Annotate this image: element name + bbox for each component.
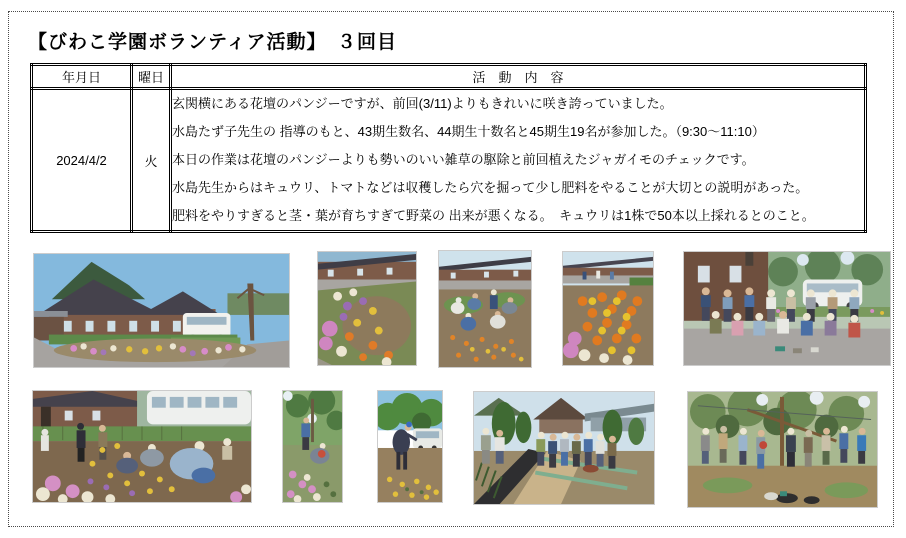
photo-weeding-flowerbed-wide xyxy=(32,390,252,503)
photo-group-photo xyxy=(683,251,891,366)
activity-line-3: 本日の作業は花壇のパンジーよりも勢いのいい雑草の駆除と前回植えたジャガイモのチェックです。 xyxy=(172,152,755,167)
cell-day: 火 xyxy=(132,89,171,232)
col-header-day: 曜日 xyxy=(132,65,171,89)
photo-facility-flowerbed xyxy=(33,253,290,368)
marigold-bed-image xyxy=(563,252,653,365)
flowerbed-portrait-image xyxy=(318,252,416,365)
garden-pair-image xyxy=(283,391,342,502)
photo-garden-path-group xyxy=(473,391,655,505)
facility-flowerbed-image xyxy=(34,254,289,367)
cell-date: 2024/4/2 xyxy=(32,89,132,232)
cell-activity-content xyxy=(171,89,866,232)
photo-volunteers-weeding-portrait xyxy=(438,250,532,368)
photo-marigold-bed-portrait xyxy=(562,251,654,366)
weeding-flowerbed-image xyxy=(33,391,251,502)
photo-flowerbed-portrait xyxy=(317,251,417,366)
activity-line-4: 水島先生からはキュウリ、トマトなどは収穫したら穴を掘って少し肥料をやることが大切との説明があった。 xyxy=(172,180,809,195)
table-row xyxy=(32,89,866,232)
activity-table xyxy=(30,63,867,233)
activity-line-1: 玄関横にある花壇のパンジーですが、前回(3/11)よりもきれいに咲き誇っていました。 xyxy=(172,96,673,111)
col-header-date: 年月日 xyxy=(32,65,132,89)
orchard-group-image xyxy=(688,392,877,507)
table-header-row xyxy=(32,65,866,89)
page-title: 【びわこ学園ボランティア活動】 ３回目 xyxy=(28,32,397,53)
activity-line-2: 水島たず子先生の 指導のもと、43期生数名、44期生十数名と45期生19名が参加した。（9:30～11:10） xyxy=(172,124,765,139)
gardener-van-image xyxy=(378,391,442,502)
photo-gardener-van-portrait xyxy=(377,390,443,503)
garden-path-group-image xyxy=(474,392,654,504)
photo-orchard-group xyxy=(687,391,878,508)
group-photo-image xyxy=(684,252,890,365)
photo-garden-pair-portrait xyxy=(282,390,343,503)
activity-line-5: 肥料をやりすぎると茎・葉が育ちすぎて野菜の 出来が悪くなる。 キュウリは1株で50本以上採れるとのこと。 xyxy=(172,208,815,223)
volunteers-weeding-image xyxy=(439,251,531,367)
col-header-content: 活 動 内 容 xyxy=(171,65,866,89)
